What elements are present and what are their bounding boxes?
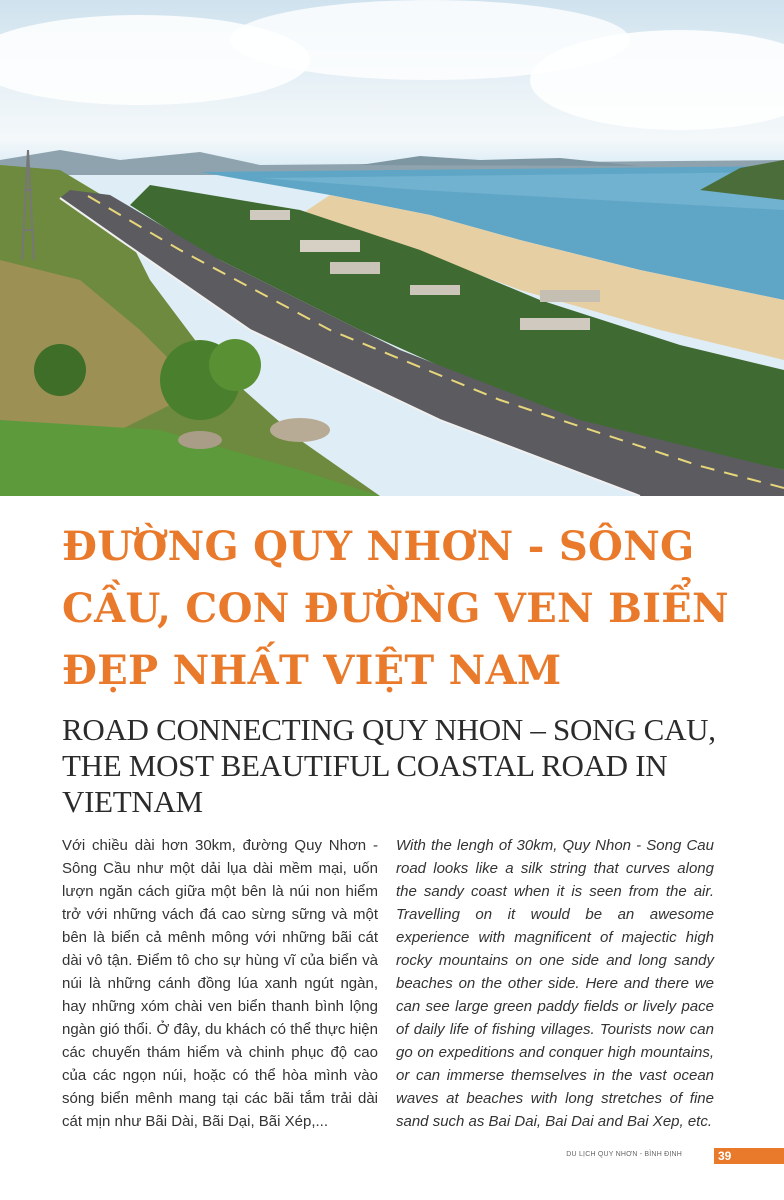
coastal-road-photo [0,0,784,496]
article-title-english: ROAD CONNECTING QUY NHON – SONG CAU, THE MOST BEAUTIFUL COASTAL ROAD IN VIETNAM [62,712,716,819]
coastal-road-illustration [0,0,784,496]
body-text-english: With the lengh of 30km, Quy Nhon - Song Cau road looks like a silk string that curves along the sandy coast when it is seen from the air. Travelling on it would be an awesome experience with magnificent of majectic high rocky mountains on one side and long sandy beaches on the other side. Here and there we can see large green paddy fields or lively pace of daily life of fishing villages. Tourists now can go on expeditions and conquer high mountains, or can immerse themselves in the vast ocean waves at beaches with long stretches of fine sand such as Bai Dai, Bai Dai and Bai Xep, etc. [396,837,714,1130]
body-text-vietnamese: Với chiều dài hơn 30km, đường Quy Nhơn - Sông Cầu như một dải lụa dài mềm mại, uốn lượn ngăn cách giữa một bên là núi non hiểm trở với những vách đá cao sừng sững và một bên là biển cả mênh mông với những bãi cát dài vô tận. Điểm tô cho sự hùng vĩ của biển và núi là những cánh đồng lúa xanh ngút ngàn, hay những xóm chài ven biển thanh bình lộng ngàn gió thổi. Ở đây, du khách có thể thực hiện các chuyến thám hiểm và chinh phục độ cao của các ngọn núi, hoặc có thể hòa mình vào sóng biển mênh mang tại các bãi tắm trải dài cát mịn như Bãi Dài, Bãi Dại, Bãi Xép,... [62,837,378,1130]
article-title-vietnamese: ĐƯỜNG QUY NHƠN - SÔNG CẦU, CON ĐƯỜNG VEN BIỂN ĐẸP NHẤT VIỆT NAM [62,523,729,694]
footer-publication-name: DU LỊCH QUY NHƠN - BÌNH ĐỊNH [566,1151,682,1158]
page-number: 39 [718,1149,732,1163]
